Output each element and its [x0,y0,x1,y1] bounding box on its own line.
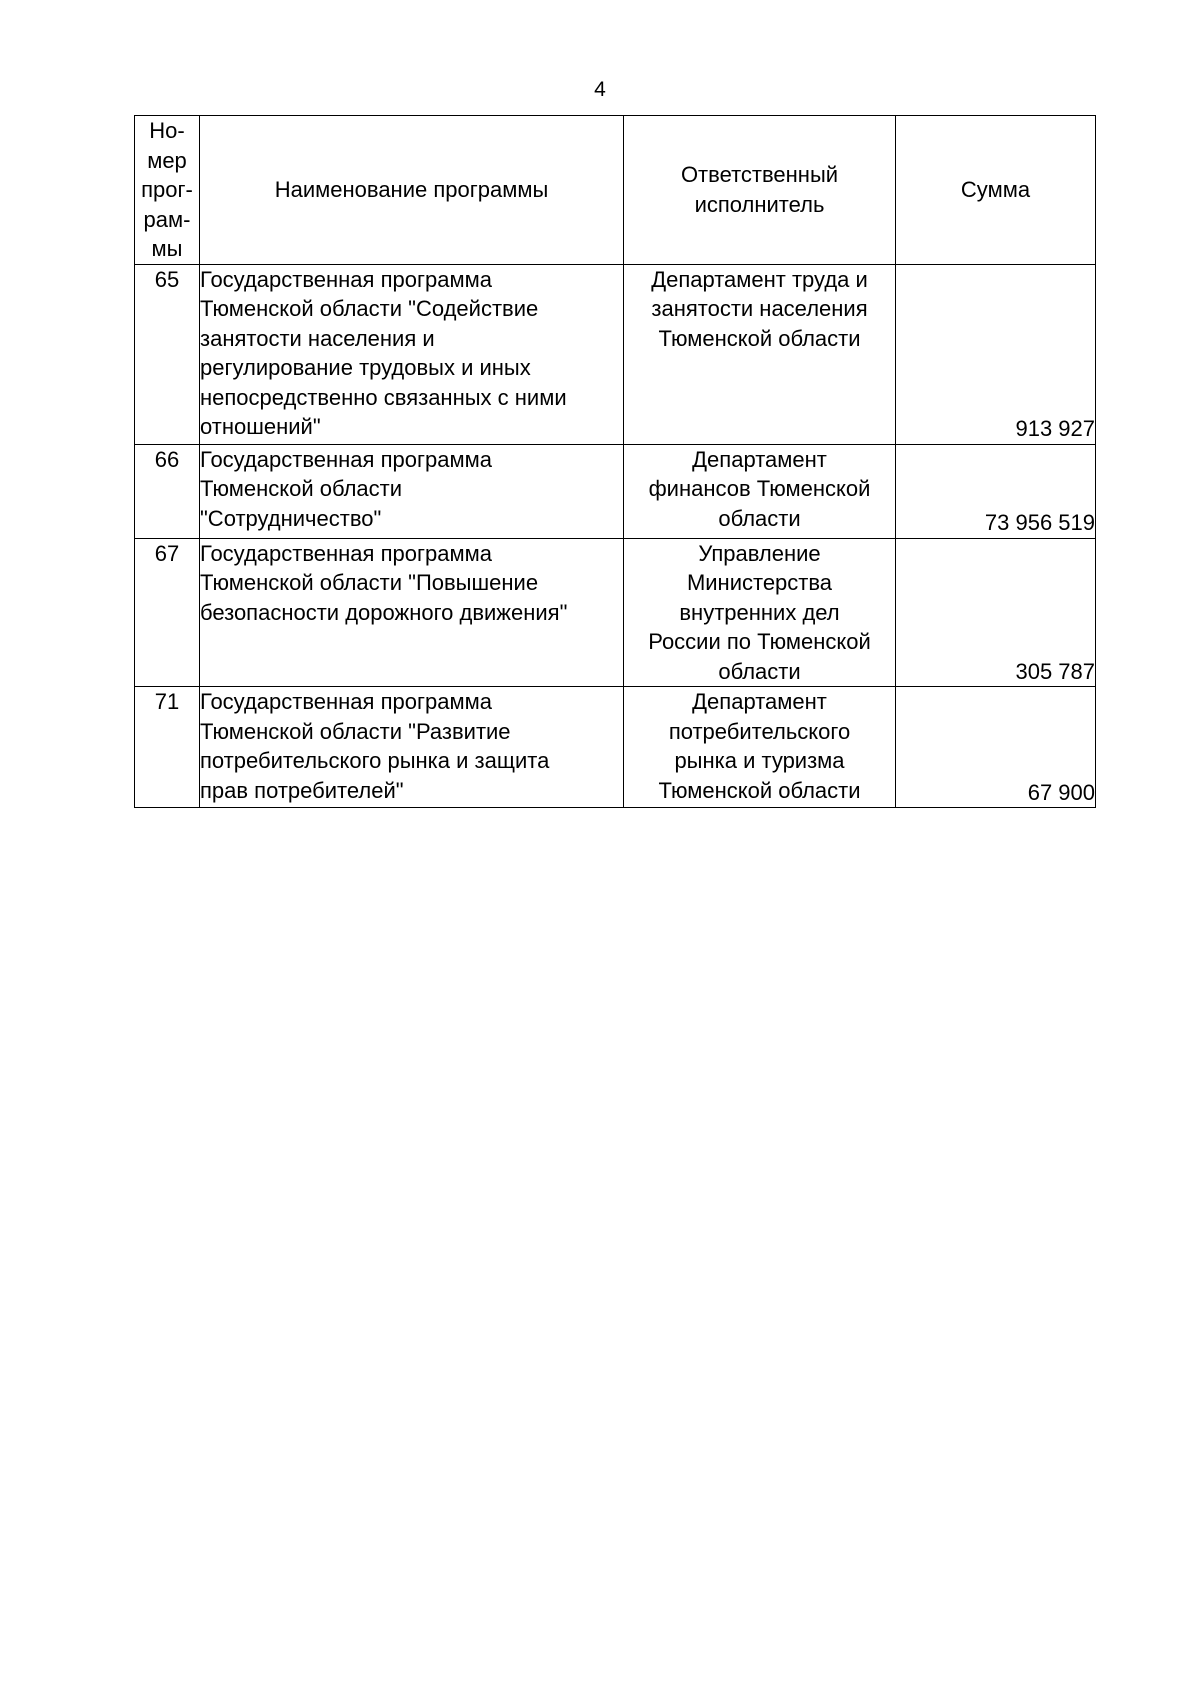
table-row [135,538,1096,687]
program-sum: 67 900 [896,687,1096,808]
program-name: Государственная программа Тюменской области "Сотрудничество" [200,444,624,538]
table-header-row [135,116,1096,265]
header-program-name: Наименование программы [200,116,624,265]
program-sum: 913 927 [896,264,1096,444]
program-name: Государственная программа Тюменской области "Развитие потребительского рынка и защита прав потребителей" [200,687,624,808]
header-program-number: Но- мер прог- рам- мы [135,116,200,265]
program-name: Государственная программа Тюменской области "Содействие занятости населения и регулирование трудовых и иных непосредственно связанных с ними отношений" [200,264,624,444]
program-number: 66 [135,444,200,538]
responsible-executor: Департамент финансов Тюменской области [624,444,896,538]
responsible-executor: Департамент потребительского рынка и туризма Тюменской области [624,687,896,808]
table-row [135,687,1096,808]
program-sum: 305 787 [896,538,1096,687]
table-row [135,444,1096,538]
header-responsible-executor: Ответственный исполнитель [624,116,896,265]
page-number: 4 [594,78,606,101]
program-number: 71 [135,687,200,808]
responsible-executor: Департамент труда и занятости населения Тюменской области [624,264,896,444]
program-sum: 73 956 519 [896,444,1096,538]
programs-table [134,115,1096,808]
program-number: 65 [135,264,200,444]
header-sum: Сумма [896,116,1096,265]
program-name: Государственная программа Тюменской области "Повышение безопасности дорожного движения" [200,538,624,687]
table-row [135,264,1096,444]
program-number: 67 [135,538,200,687]
responsible-executor: Управление Министерства внутренних дел России по Тюменской области [624,538,896,687]
